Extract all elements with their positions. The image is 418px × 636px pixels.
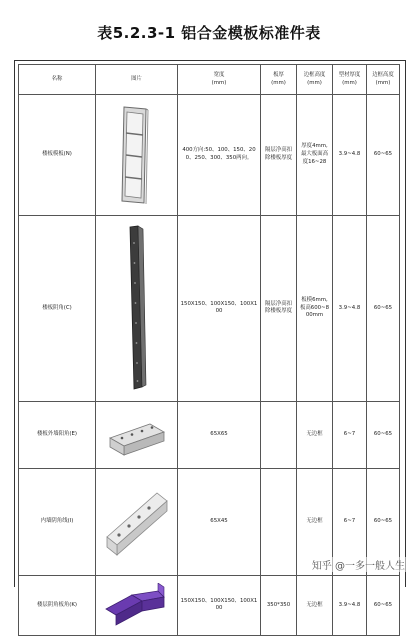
page-title: 表5.2.3-1 铝合金模板标准件表 bbox=[97, 24, 321, 42]
header-image: 图片 bbox=[96, 65, 178, 95]
row-edge-height: 60~65 bbox=[367, 468, 400, 575]
row-width: 65X65 bbox=[178, 402, 261, 469]
image-cell bbox=[96, 402, 178, 469]
formwork-panel-icon bbox=[102, 103, 172, 207]
row-width: 65X45 bbox=[178, 468, 261, 575]
inner-wall-corner-line-icon bbox=[99, 477, 175, 567]
header-edge-height: 边框高度 (mm) bbox=[367, 65, 400, 95]
row-width: 400方向:50、100、150、200、250、300、350两向。 bbox=[178, 95, 261, 216]
row-name: 楼板模板(N) bbox=[19, 95, 96, 216]
row-profile-thickness: 3.9~4.8 bbox=[333, 215, 367, 402]
table-header-row bbox=[19, 65, 400, 95]
header-frame-height: 边框高度 (mm) bbox=[297, 65, 333, 95]
row-edge-height: 60~65 bbox=[367, 95, 400, 216]
row-frame-height: 板模6mm,板高600~800mm bbox=[297, 215, 333, 402]
row-profile-thickness: 3.9~4.8 bbox=[333, 95, 367, 216]
header-thickness: 板厚 (mm) bbox=[261, 65, 297, 95]
row-name: 楼层阴角板角(K) bbox=[19, 575, 96, 636]
image-cell bbox=[96, 468, 178, 575]
row-profile-thickness: 6~7 bbox=[333, 402, 367, 469]
row-thickness bbox=[261, 468, 297, 575]
row-thickness: 隔层净高扣除楼板厚度 bbox=[261, 95, 297, 216]
row-thickness: 350*350 bbox=[261, 575, 297, 636]
corner-piece-icon bbox=[98, 583, 176, 627]
image-cell bbox=[96, 215, 178, 402]
table-row bbox=[19, 402, 400, 469]
header-width: 宽度 (mm) bbox=[178, 65, 261, 95]
row-width: 150X150、100X150、100X100 bbox=[178, 575, 261, 636]
watermark: 知乎 @一多一般人生 bbox=[309, 557, 408, 572]
row-edge-height: 60~65 bbox=[367, 575, 400, 636]
table-row bbox=[19, 215, 400, 402]
row-frame-height: 无边框 bbox=[297, 575, 333, 636]
row-name: 楼板外墙阳角(E) bbox=[19, 402, 96, 469]
row-width: 150X150、100X150、100X100 bbox=[178, 215, 261, 402]
row-name: 内墙阴角线(I) bbox=[19, 468, 96, 575]
row-frame-height: 无边框 bbox=[297, 402, 333, 469]
outer-corner-angle-icon bbox=[98, 410, 176, 460]
row-thickness: 隔层净高扣除楼板厚度 bbox=[261, 215, 297, 402]
inner-corner-angle-icon bbox=[102, 223, 172, 393]
row-frame-height: 厚度4mm,最大板面高度16~28 bbox=[297, 95, 333, 216]
image-cell bbox=[96, 95, 178, 216]
standard-parts-table bbox=[18, 64, 400, 636]
table-row bbox=[19, 575, 400, 636]
row-thickness bbox=[261, 402, 297, 469]
row-profile-thickness: 6~7 bbox=[333, 468, 367, 575]
row-name: 楼板阴角(C) bbox=[19, 215, 96, 402]
row-frame-height: 无边框 bbox=[297, 468, 333, 575]
row-edge-height: 60~65 bbox=[367, 215, 400, 402]
row-profile-thickness: 3.9~4.8 bbox=[333, 575, 367, 636]
header-profile-thickness: 型材厚度 (mm) bbox=[333, 65, 367, 95]
header-name: 名称 bbox=[19, 65, 96, 95]
table-row bbox=[19, 95, 400, 216]
row-edge-height: 60~65 bbox=[367, 402, 400, 469]
image-cell bbox=[96, 575, 178, 636]
